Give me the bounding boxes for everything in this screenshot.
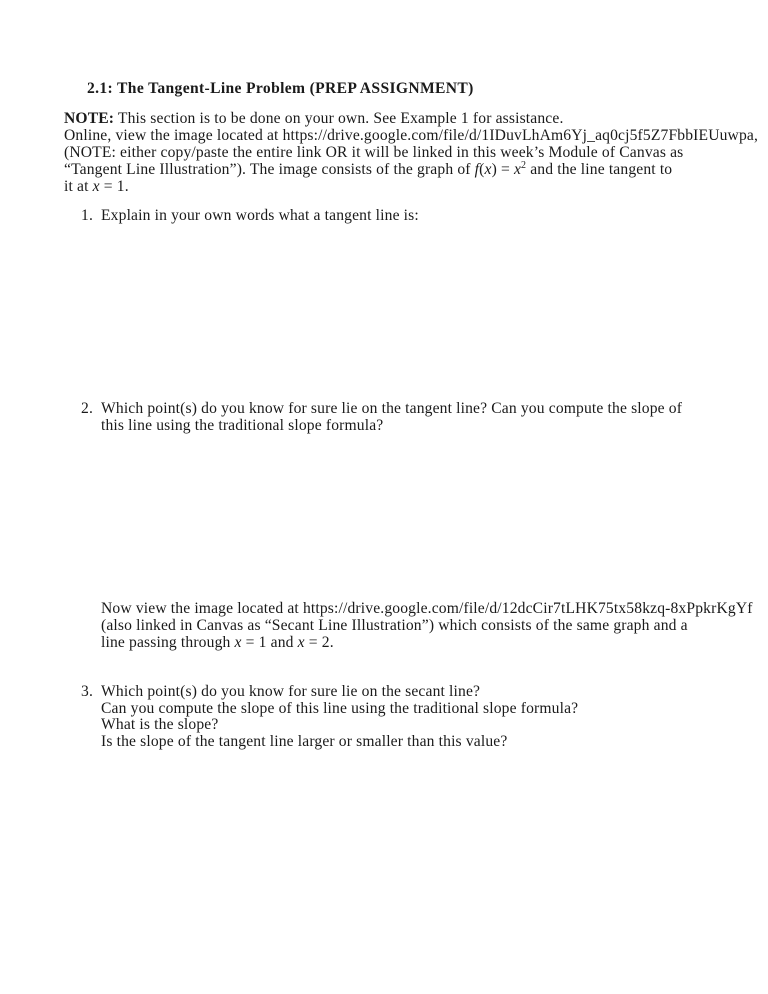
question-3-text-line-2: Can you compute the slope of this line using the traditional slope formula? <box>101 700 579 717</box>
question-1-text: Explain in your own words what a tangent line is: <box>101 207 419 224</box>
paragraph-text: = 2. <box>304 634 334 651</box>
note-line-5 <box>64 178 129 195</box>
math-x: x <box>484 161 492 178</box>
question-2-text-line-1: Which point(s) do you know for sure lie on the tangent line? Can you compute the slope of <box>101 400 683 417</box>
question-1-number: 1. <box>81 207 93 224</box>
paragraph-text: line passing through <box>101 634 235 651</box>
note-text: This section is to be done on your own. See Example 1 for assistance. <box>114 110 564 127</box>
note-line-1 <box>64 110 564 127</box>
question-3-number: 3. <box>81 683 93 700</box>
note-text: = 1. <box>99 178 129 195</box>
note-line-4 <box>64 161 672 178</box>
question-3-text-line-3: What is the slope? <box>101 716 219 733</box>
math-f: f <box>474 161 480 178</box>
paragraph-text: = 1 and <box>241 634 298 651</box>
math-paren: ( <box>479 161 485 178</box>
question-2-number: 2. <box>81 400 93 417</box>
secant-paragraph-link-line[interactable]: Now view the image located at https://drive.google.com/file/d/12dcCir7tLHK75tx58kzq-8xPpkrKgYf <box>101 600 753 617</box>
note-label: NOTE: <box>64 110 115 127</box>
math-x: x <box>234 634 242 651</box>
note-text: and the line tangent to <box>526 161 673 178</box>
question-3-text-line-4: Is the slope of the tangent line larger or smaller than this value? <box>101 733 508 750</box>
math-exponent: 2 <box>521 160 527 171</box>
note-line-2-link[interactable]: Online, view the image located at https://drive.google.com/file/d/1IDuvLhAm6Yj_aq0cj5f5Z7FbbIEUuwpa, <box>64 127 759 144</box>
secant-paragraph-line-3 <box>101 634 334 651</box>
section-title: 2.1: The Tangent-Line Problem (PREP ASSIGNMENT) <box>87 80 474 97</box>
note-text: “Tangent Line Illustration”). The image consists of the graph of <box>64 161 475 178</box>
note-line-3: (NOTE: either copy/paste the entire link OR it will be linked in this week’s Module of Canvas as <box>64 144 684 161</box>
math-x: x <box>297 634 305 651</box>
math-equals: ) = <box>491 161 514 178</box>
question-2-text-line-2: this line using the traditional slope formula? <box>101 417 384 434</box>
math-x: x <box>92 178 100 195</box>
secant-paragraph-line-2: (also linked in Canvas as “Secant Line Illustration”) which consists of the same graph and a <box>101 617 688 634</box>
question-3-text-line-1: Which point(s) do you know for sure lie on the secant line? <box>101 683 481 700</box>
note-text: it at <box>64 178 93 195</box>
math-x: x <box>513 161 522 178</box>
